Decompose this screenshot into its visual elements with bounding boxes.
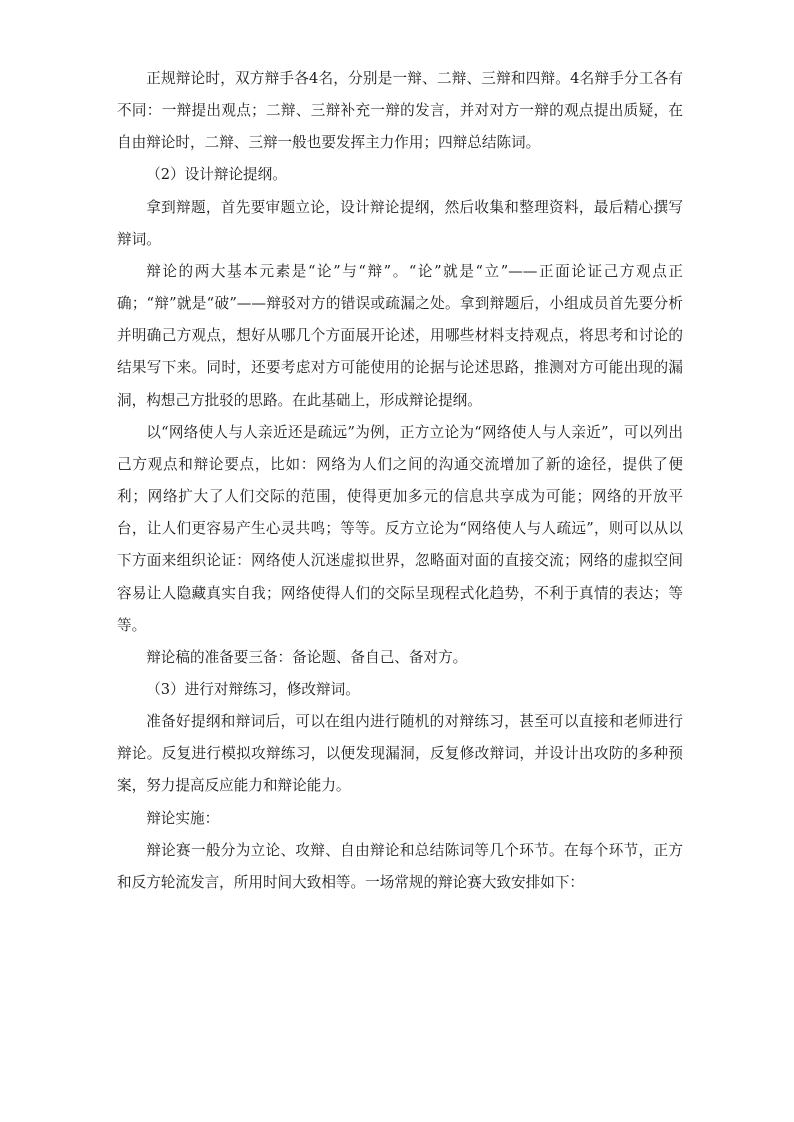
paragraph-debate-stages: 辩论赛一般分为立论、攻辩、自由辩论和总结陈词等几个环节。在每个环节，正方和反方轮流发言，所用时间大致相等。一场常规的辩论赛大致安排如下： [117,841,683,891]
heading-step-3: （3）进行对辩练习，修改辩词。 [146,680,360,698]
paragraph-practice: 准备好提纲和辩词后，可以在组内进行随机的对辩练习，甚至可以直接和老师进行辩论。反复进行模拟攻辩练习，以便发现漏洞，反复修改辩词，并设计出攻防的多种预案，努力提高反应能力和辩论能力。 [117,713,683,795]
paragraph-debater-roles: 正规辩论时，双方辩手各4名，分别是一辩、二辩、三辩和四辩。4名辩手分工各有不同：一辩提出观点；二辩、三辩补充一辩的发言，并对对方一辩的观点提出质疑，在自由辩论时，二辩、三辩一般也要发挥主力作用；四辩总结陈词。 [117,70,683,152]
heading-debate-implementation: 辩论实施： [146,809,220,827]
paragraph-outline-intro: 拿到辩题，首先要审题立论，设计辩论提纲，然后收集和整理资料，最后精心撰写辩词。 [117,198,683,248]
paragraph-network-example: 以“网络使人与人亲近还是疏远”为例，正方立论为“网络使人与人亲近”，可以列出己方观点和辩论要点，比如：网络为人们之间的沟通交流增加了新的途径，提供了便利；网络扩大了人们交际的范围，使得更加多元的信息共享成为可能；网络的开放平台，让人们更容易产生心灵共鸣；等等。反方立论为“网络使人与人疏远”，则可以从以下方面来组织论证：网络使人沉迷虚拟世界，忽略面对面的直接交流；网络的虚拟空间容易让人隐藏真实自我；网络使得人们的交际呈现程式化趋势，不利于真情的表达；等等。 [117,423,683,634]
document-body [117,63,683,899]
paragraph-debate-elements: 辩论的两大基本元素是“论”与“辩”。“论”就是“立”——正面论证己方观点正确；“辩”就是“破”——辩驳对方的错误或疏漏之处。拿到辩题后，小组成员首先要分析并明确己方观点，想好从哪几个方面展开论述，用哪些材料支持观点，将思考和讨论的结果写下来。同时，还要考虑对方可能使用的论据与论述思路，推测对方可能出现的漏洞，构想己方批驳的思路。在此基础上，形成辩论提纲。 [117,262,683,409]
paragraph-three-preparations: 辩论稿的准备要三备：备论题、备自己、备对方。 [146,648,468,666]
heading-step-2: （2）设计辩论提纲。 [146,166,287,184]
